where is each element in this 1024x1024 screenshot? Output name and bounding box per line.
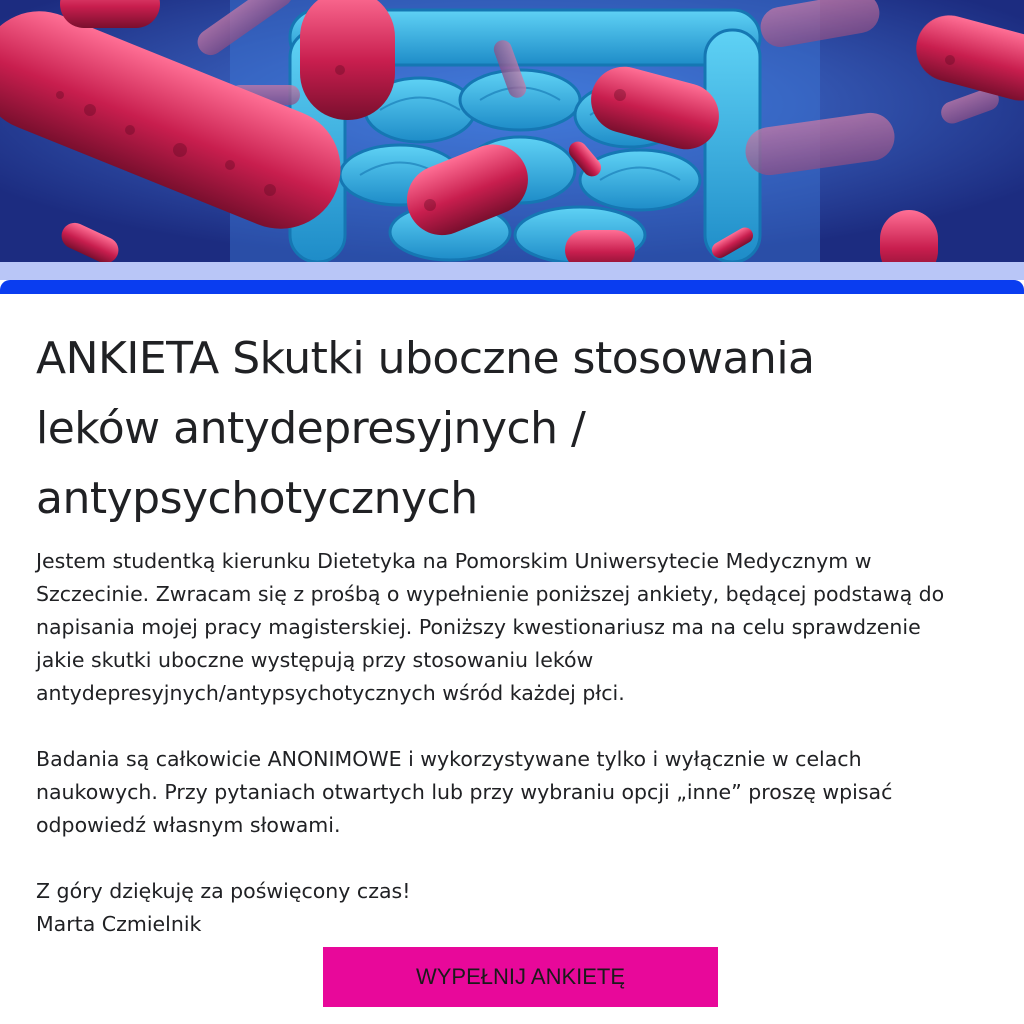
header-band <box>0 262 1024 282</box>
bacteria-intestine-illustration <box>0 0 1024 262</box>
form-title-line: antypsychotycznych <box>36 473 478 524</box>
description-line: Badania są całkowicie ANONIMOWE i wykorzystywane tylko i wyłącznie w celach <box>36 747 862 771</box>
description-paragraph <box>36 875 996 941</box>
fill-survey-button[interactable]: WYPEŁNIJ ANKIETĘ <box>323 947 718 1007</box>
description-line: Szczecinie. Zwracam się z prośbą o wypełnienie poniższej ankiety, będącej podstawą do <box>36 582 945 606</box>
author-signature: Marta Czmielnik <box>36 912 202 936</box>
form-title-line: leków antydepresyjnych / <box>36 403 586 454</box>
description-line: naukowych. Przy pytaniach otwartych lub przy wybraniu opcji „inne” proszę wpisać <box>36 780 893 804</box>
description-paragraph <box>36 743 996 842</box>
description-line: Jestem studentką kierunku Dietetyka na Pomorskim Uniwersytecie Medycznym w <box>36 549 872 573</box>
description-line: napisania mojej pracy magisterskiej. Poniższy kwestionariusz ma na celu sprawdzenie <box>36 615 921 639</box>
header-banner-image <box>0 0 1024 262</box>
form-title-line: ANKIETA Skutki uboczne stosowania <box>36 333 815 384</box>
form-header-card <box>0 280 1024 1024</box>
description-line: jakie skutki uboczne występują przy stosowaniu leków <box>36 648 594 672</box>
description-line: antydepresyjnych/antypsychotycznych wśród każdej płci. <box>36 681 625 705</box>
form-description <box>36 545 996 941</box>
card-accent-bar <box>0 280 1024 294</box>
form-title <box>36 324 986 534</box>
description-line: odpowiedź własnym słowami. <box>36 813 341 837</box>
description-paragraph <box>36 545 996 710</box>
description-line: Z góry dziękuję za poświęcony czas! <box>36 879 411 903</box>
